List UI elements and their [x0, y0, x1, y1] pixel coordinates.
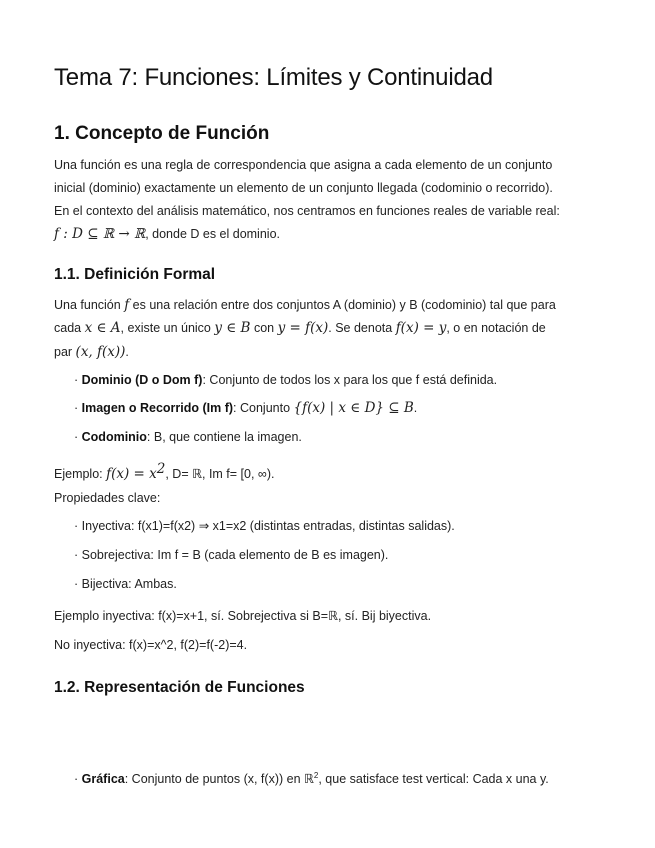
term-label: Gráfica	[81, 772, 125, 787]
bullet-dot: ·	[74, 401, 82, 415]
text-span: , que satisface test vertical: Cada x una y.	[318, 772, 549, 787]
paragraph-line	[54, 320, 546, 336]
bullet-dot: ·	[74, 430, 82, 444]
paragraph-line: Una función es una regla de correspondencia que asigna a cada elemento de un conjunto	[54, 158, 553, 172]
example-line	[54, 461, 274, 482]
list-item	[74, 547, 388, 563]
text-span: Ejemplo:	[54, 467, 107, 482]
math-expression: {f(x) | x ∈ D} ⊆ B	[293, 400, 414, 416]
list-item	[74, 576, 177, 592]
list-item	[74, 400, 417, 416]
text-span: con	[250, 321, 278, 335]
math-superscript: 2	[313, 771, 319, 780]
text-span: es una relación entre dos conjuntos A (dominio) y B (codominio) tal que para	[129, 298, 556, 312]
page-title: Tema 7: Funciones: Límites y Continuidad	[54, 64, 493, 91]
text-span: , o en notación de	[446, 321, 546, 335]
text-span: Bijectiva: Ambas.	[81, 577, 177, 591]
list-item	[74, 429, 302, 445]
text-span: : Conjunto	[233, 401, 294, 415]
paragraph-line	[54, 344, 129, 360]
example-line: No inyectiva: f(x)=x^2, f(2)=f(-2)=4.	[54, 638, 248, 652]
bullet-dot: ·	[74, 373, 82, 387]
text-span: Inyectiva: f(x1)=f(x2) ⇒ x1=x2 (distintas entradas, distintas salidas).	[81, 519, 455, 533]
math-expression: x ∈ A	[84, 320, 121, 336]
text-span: Una función	[54, 298, 125, 312]
example-line: Ejemplo inyectiva: f(x)=x+1, sí. Sobrejectiva si B=ℝ, sí. Bij biyectiva.	[54, 609, 432, 623]
math-expression: f	[124, 297, 130, 313]
bullet-dot: ·	[74, 548, 82, 562]
term-label: Imagen o Recorrido (Im f)	[81, 401, 234, 415]
paragraph-line: Propiedades clave:	[54, 491, 161, 505]
math-expression: y ∈ B	[214, 320, 251, 336]
text-span: par	[54, 345, 76, 359]
paragraph-line	[54, 297, 556, 313]
section-heading-concepto: 1. Concepto de Función	[54, 123, 270, 144]
paragraph-line: En el contexto del análisis matemático, nos centramos en funciones reales de variable real:	[54, 204, 560, 218]
text-span: : B, que contiene la imagen.	[146, 430, 302, 444]
math-expression: (x, f(x))	[75, 344, 126, 360]
term-label: Dominio (D o Dom f)	[81, 373, 203, 387]
text-span: , D= ℝ, Im f= [0, ∞).	[165, 467, 275, 482]
subsection-heading-representacion: 1.2. Representación de Funciones	[54, 679, 305, 696]
list-item	[74, 518, 455, 534]
text-span: . Se denota	[328, 321, 396, 335]
text-span: Sobrejectiva: Im f = B (cada elemento de B es imagen).	[81, 548, 389, 562]
bullet-dot: ·	[74, 577, 82, 591]
math-expression: f(x) = x	[106, 466, 157, 483]
text-span: , existe un único	[120, 321, 215, 335]
text-span: .	[125, 345, 129, 359]
paragraph-line	[54, 226, 280, 242]
bullet-dot: ·	[74, 772, 82, 787]
text-span: , donde D es el dominio.	[145, 227, 280, 241]
math-expression: f : D ⊆ ℝ → ℝ	[54, 226, 146, 242]
math-expression: f(x) = y	[395, 320, 447, 336]
term-label: Codominio	[81, 430, 147, 444]
paragraph-line: inicial (dominio) exactamente un elemento de un conjunto llegada (codominio o recorrido).	[54, 181, 553, 195]
subsection-heading-definicion: 1.1. Definición Formal	[54, 266, 216, 283]
list-item	[74, 372, 497, 388]
list-item	[74, 768, 549, 787]
math-superscript: 2	[156, 461, 166, 477]
text-span: : Conjunto de puntos (x, f(x)) en ℝ	[124, 772, 314, 787]
bullet-dot: ·	[74, 519, 82, 533]
text-span: : Conjunto de todos los x para los que f está definida.	[202, 373, 498, 387]
text-span: .	[413, 401, 418, 415]
math-expression: y = f(x)	[277, 320, 329, 336]
text-span: cada	[54, 321, 85, 335]
